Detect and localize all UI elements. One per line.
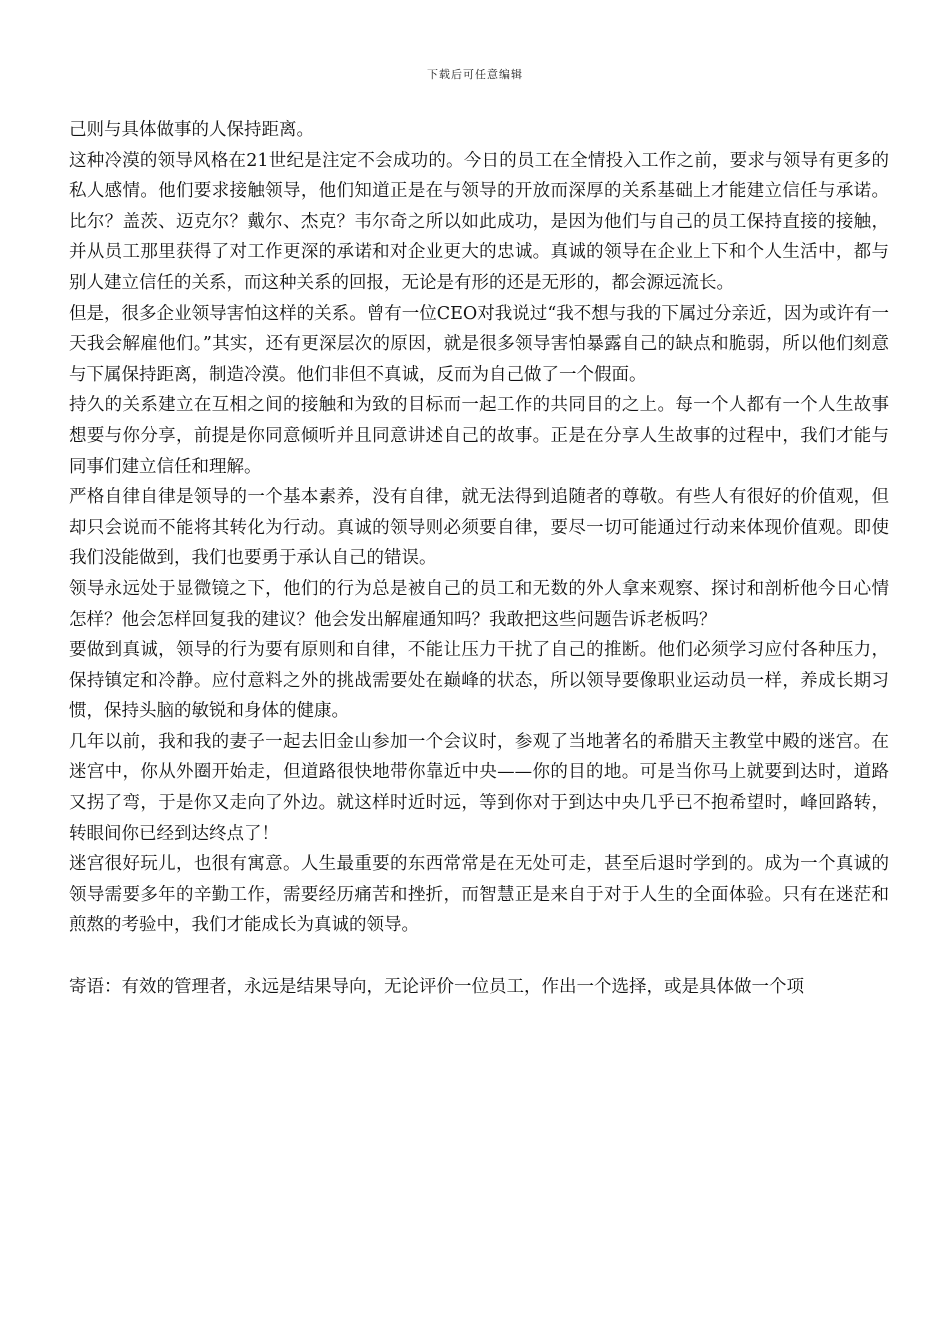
paragraph: 迷宫很好玩儿，也很有寓意。人生最重要的东西常常是在无处可走，甚至后退时学到的。成为一个真诚的领导需要多年的辛勤工作，需要经历痛苦和挫折，而智慧正是来自于对于人生的全面体验。只有在迷茫和煎熬的考验中，我们才能成长为真诚的领导。 <box>69 854 889 936</box>
paragraph-closing-note: 寄语：有效的管理者，永远是结果导向，无论评价一位员工，作出一个选择，或是具体做一个项 <box>69 976 804 997</box>
paragraph: 己则与具体做事的人保持距离。 <box>69 120 314 140</box>
paragraph: 要做到真诚，领导的行为要有原则和自律，不能让压力干扰了自己的推断。他们必须学习应付各种压力，保持镇定和冷静。应付意料之外的挑战需要处在巅峰的状态，所以领导要像职业运动员一样，养成长期习惯，保持头脑的敏锐和身体的健康。 <box>69 640 889 722</box>
document-body <box>69 115 889 1002</box>
paragraph: 但是，很多企业领导害怕这样的关系。曾有一位CEO对我说过“我不想与我的下属过分亲近，因为或许有一天我会解雇他们。”其实，还有更深层次的原因，就是很多领导害怕暴露自己的缺点和脆弱，所以他们刻意与下属保持距离，制造冷漠。他们非但不真诚，反而为自己做了一个假面。 <box>69 303 889 385</box>
paragraph: 几年以前，我和我的妻子一起去旧金山参加一个会议时，参观了当地著名的希腊天主教堂中殿的迷宫。在迷宫中，你从外圈开始走，但道路很快地带你靠近中央——你的目的地。可是当你马上就要到达时，道路又拐了弯，于是你又走向了外边。就这样时近时远，等到你对于到达中央几乎已不抱希望时，峰回路转，转眼间你已经到达终点了！ <box>69 731 889 844</box>
paragraph: 领导永远处于显微镜之下，他们的行为总是被自己的员工和无数的外人拿来观察、探讨和剖析他今日心情怎样？他会怎样回复我的建议？他会发出解雇通知吗？我敢把这些问题告诉老板吗？ <box>69 578 889 630</box>
page-header: 下载后可任意编辑 <box>427 68 523 81</box>
paragraph: 持久的关系建立在互相之间的接触和为致的目标而一起工作的共同目的之上。每一个人都有一个人生故事想要与你分享，前提是你同意倾听并且同意讲述自己的故事。正是在分享人生故事的过程中，我们才能与同事们建立信任和理解。 <box>69 395 889 477</box>
paragraph: 严格自律自律是领导的一个基本素养，没有自律，就无法得到追随者的尊敬。有些人有很好的价值观，但却只会说而不能将其转化为行动。真诚的领导则必须要自律，要尽一切可能通过行动来体现价值观。即使我们没能做到，我们也要勇于承认自己的错误。 <box>69 487 889 569</box>
paragraph: 这种冷漠的领导风格在21世纪是注定不会成功的。今日的员工在全情投入工作之前，要求与领导有更多的私人感情。他们要求接触领导，他们知道正是在与领导的开放而深厚的关系基础上才能建立信任与承诺。比尔？盖茨、迈克尔？戴尔、杰克？韦尔奇之所以如此成功，是因为他们与自己的员工保持直接的接触，并从员工那里获得了对工作更深的承诺和对企业更大的忠诚。真诚的领导在企业上下和个人生活中，都与别人建立信任的关系，而这种关系的回报，无论是有形的还是无形的，都会源远流长。 <box>69 150 889 293</box>
paragraph-gap <box>69 941 889 972</box>
